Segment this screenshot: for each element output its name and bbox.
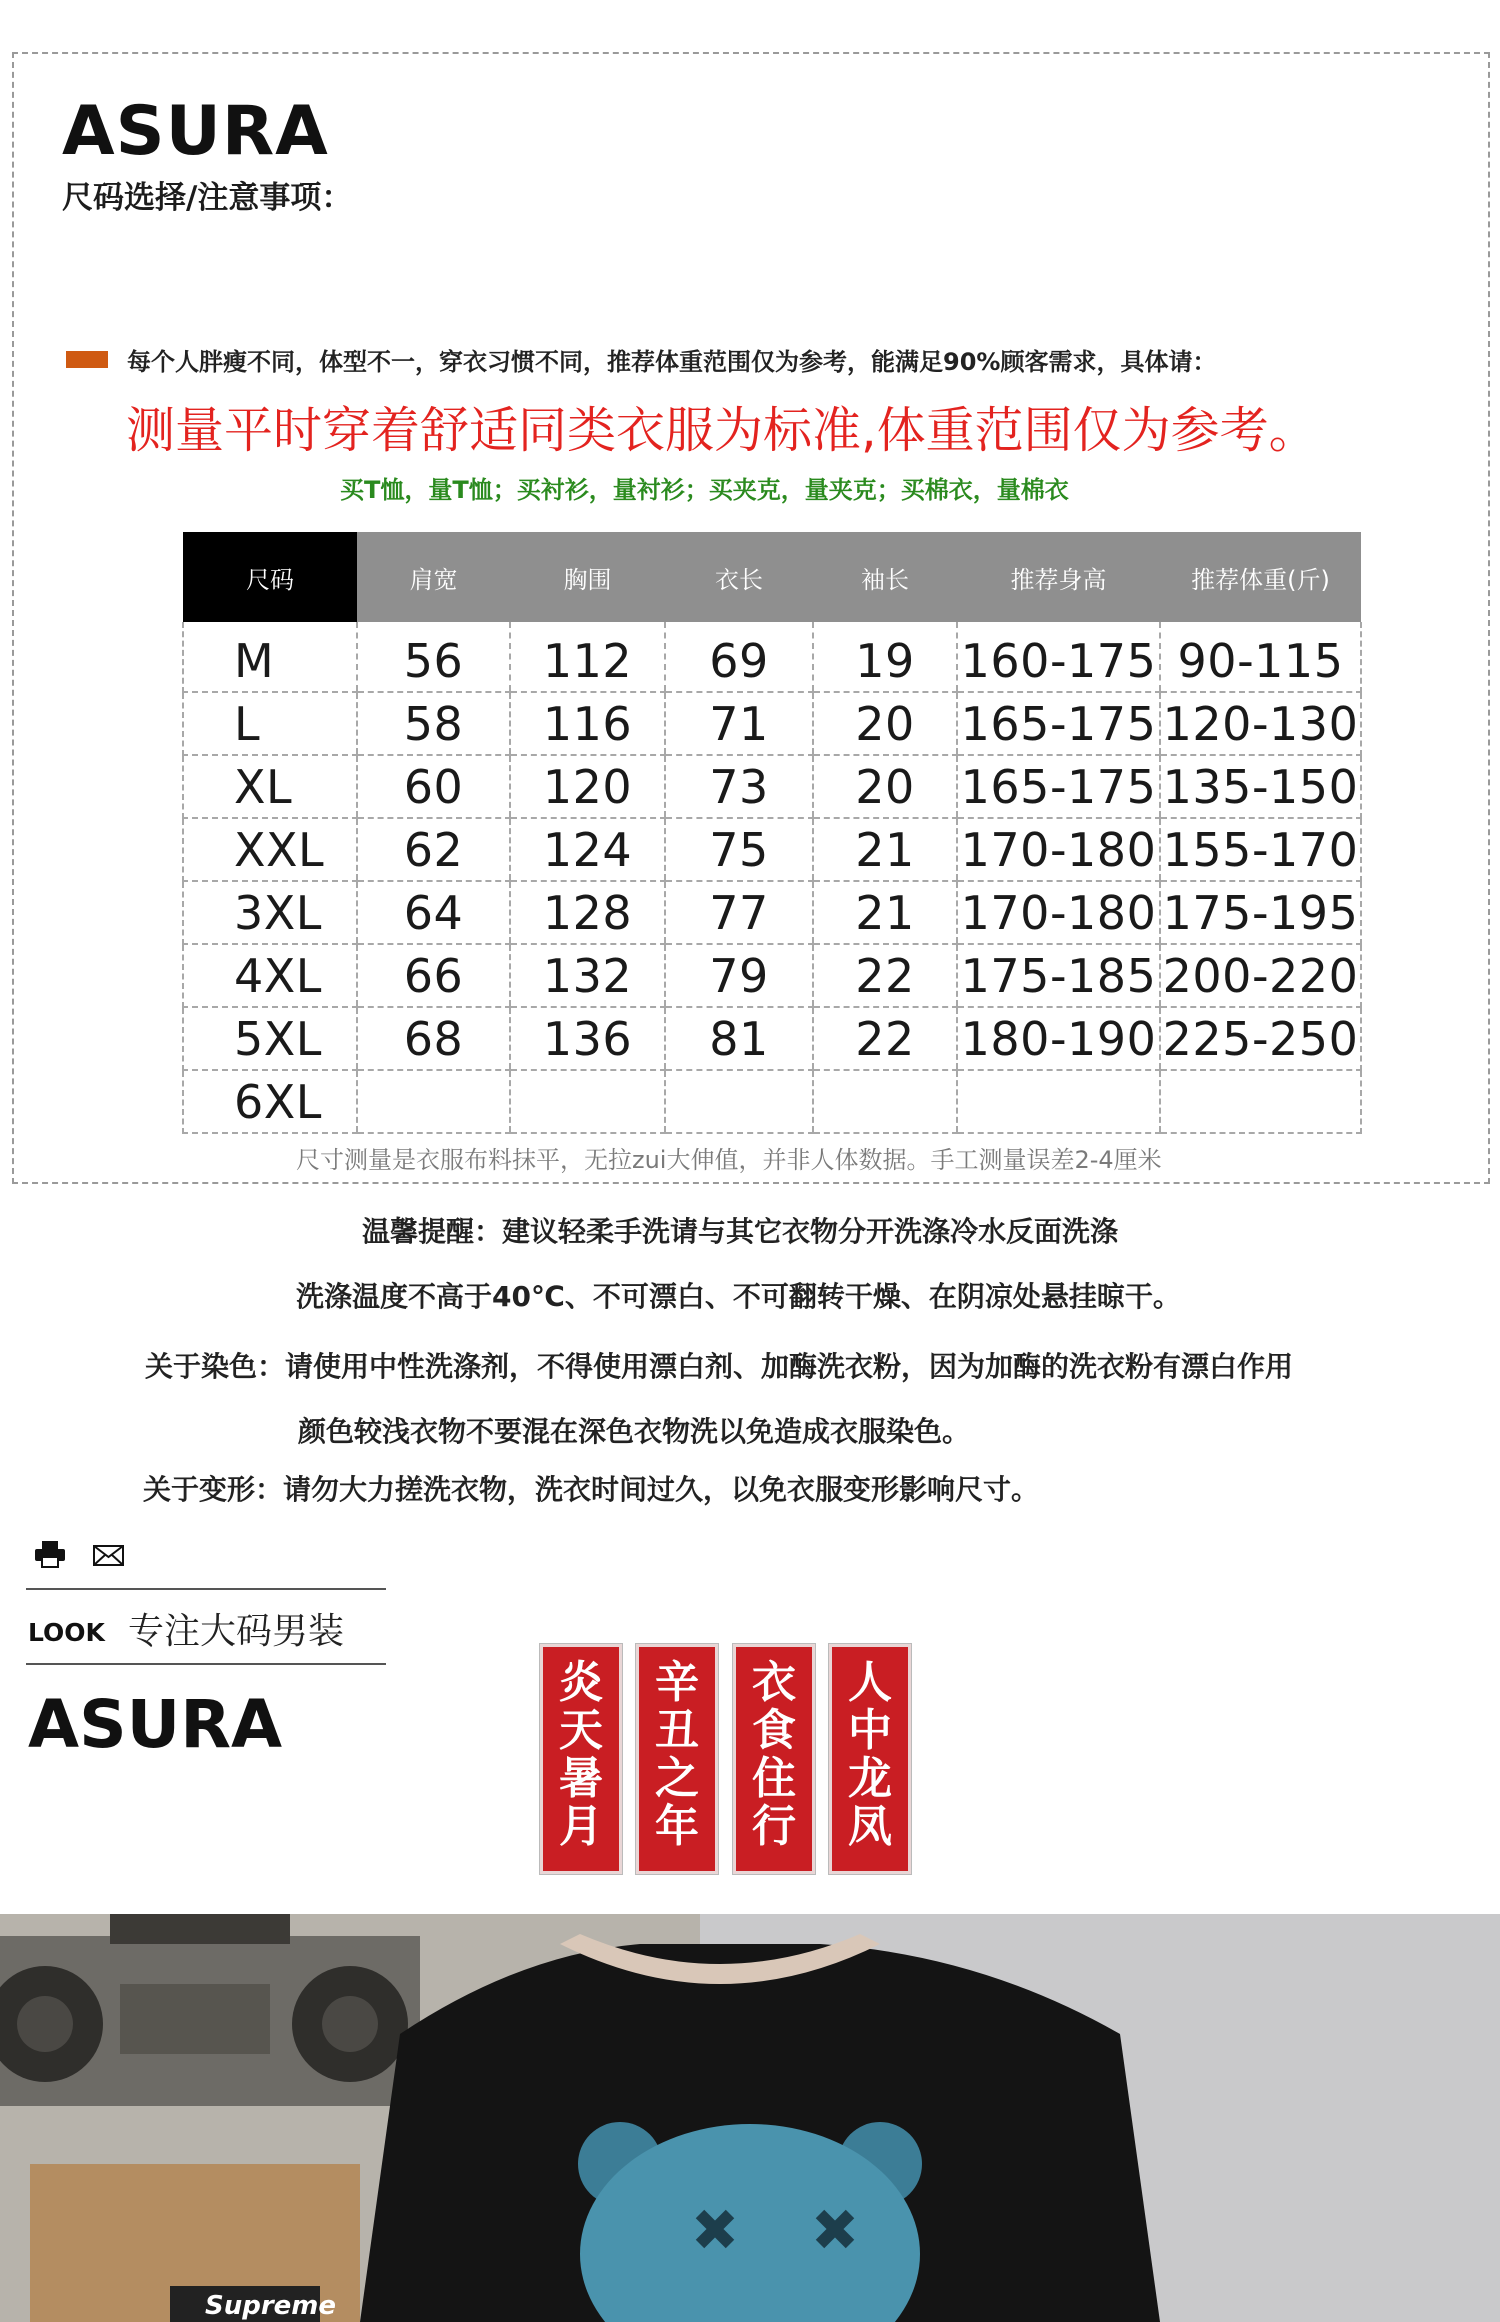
table-cell: 124 [510, 818, 665, 881]
table-cell: 77 [665, 881, 813, 944]
table-cell: 120-130 [1160, 692, 1361, 755]
table-header-cell: 衣长 [665, 532, 813, 622]
table-cell [1160, 1070, 1361, 1133]
size-cell: 5XL [183, 1007, 357, 1070]
table-cell: 22 [813, 944, 957, 1007]
table-cell: 19 [813, 622, 957, 692]
table-header-cell: 推荐体重(斤) [1160, 532, 1361, 622]
brand-logo-bottom: ASURA [28, 1686, 283, 1763]
table-cell: 20 [813, 692, 957, 755]
product-photo [0, 1914, 1500, 2322]
print-icon[interactable] [34, 1540, 66, 1568]
divider [26, 1663, 386, 1665]
care-temperature: 洗涤温度不高于40℃、不可漂白、不可翻转干燥、在阴凉处悬挂晾干。 [296, 1280, 1181, 1313]
table-cell: 71 [665, 692, 813, 755]
size-cell: 4XL [183, 944, 357, 1007]
table-cell: 69 [665, 622, 813, 692]
table-cell: 175-195 [1160, 881, 1361, 944]
section-subtitle: 尺码选择/注意事项： [62, 180, 353, 216]
measure-tip: 买T恤，量T恤；买衬衫，量衬衫；买夹克，量夹克；买棉衣，量棉衣 [340, 476, 1069, 504]
product-photo-illustration [0, 1914, 1500, 2322]
table-cell: 68 [357, 1007, 510, 1070]
table-cell: 136 [510, 1007, 665, 1070]
table-row [183, 1007, 1361, 1070]
table-cell: 66 [357, 944, 510, 1007]
note-bullet [66, 351, 108, 368]
care-reminder: 温馨提醒：建议轻柔手洗请与其它衣物分开洗涤冷水反面洗涤 [362, 1215, 1119, 1248]
brand-logo: ASURA [62, 92, 329, 171]
table-cell [510, 1070, 665, 1133]
table-cell: 170-180 [957, 818, 1160, 881]
table-cell: 116 [510, 692, 665, 755]
slogan-card: 辛 丑 之 年 [636, 1644, 718, 1874]
table-header-cell: 推荐身高 [957, 532, 1160, 622]
size-cell: 6XL [183, 1070, 357, 1133]
table-row [183, 818, 1361, 881]
table-cell: 20 [813, 755, 957, 818]
divider [26, 1588, 386, 1590]
size-cell: 3XL [183, 881, 357, 944]
slogan-card: 人 中 龙 凤 [829, 1644, 911, 1874]
care-dye-cont: 颜色较浅衣物不要混在深色衣物洗以免造成衣服染色。 [298, 1415, 971, 1448]
table-cell: 170-180 [957, 881, 1160, 944]
table-cell: 81 [665, 1007, 813, 1070]
table-cell [813, 1070, 957, 1133]
table-cell: 75 [665, 818, 813, 881]
highlight-text: 测量平时穿着舒适同类衣服为标准,体重范围仅为参考。 [126, 402, 1318, 459]
care-dye: 关于染色：请使用中性洗涤剂，不得使用漂白剂、加酶洗衣粉，因为加酶的洗衣粉有漂白作用 [145, 1350, 1294, 1383]
measure-note: 尺寸测量是衣服布料抹平，无拉zui大伸值，并非人体数据。手工测量误差2-4厘米 [296, 1146, 1162, 1174]
size-cell: L [183, 692, 357, 755]
table-cell: 79 [665, 944, 813, 1007]
size-cell: XL [183, 755, 357, 818]
table-row [183, 881, 1361, 944]
table-cell: 160-175 [957, 622, 1160, 692]
table-cell: 200-220 [1160, 944, 1361, 1007]
look-tagline: 专注大码男装 [128, 1611, 345, 1652]
table-row [183, 944, 1361, 1007]
slogan-card: 衣 食 住 行 [733, 1644, 815, 1874]
table-cell: 73 [665, 755, 813, 818]
care-deform: 关于变形：请勿大力搓洗衣物，洗衣时间过久，以免衣服变形影响尺寸。 [143, 1473, 1040, 1506]
look-label: LOOK [28, 1618, 105, 1647]
size-cell: M [183, 622, 357, 692]
note-text: 每个人胖瘦不同，体型不一，穿衣习惯不同，推荐体重范围仅为参考，能满足90%顾客需求，具体请： [127, 348, 1217, 376]
table-cell: 155-170 [1160, 818, 1361, 881]
table-cell [665, 1070, 813, 1133]
table-cell: 90-115 [1160, 622, 1361, 692]
table-cell: 58 [357, 692, 510, 755]
table-cell: 56 [357, 622, 510, 692]
table-cell: 60 [357, 755, 510, 818]
table-cell: 120 [510, 755, 665, 818]
table-cell: 175-185 [957, 944, 1160, 1007]
table-cell [357, 1070, 510, 1133]
table-cell: 62 [357, 818, 510, 881]
table-cell: 165-175 [957, 692, 1160, 755]
table-row [183, 622, 1361, 692]
table-cell: 22 [813, 1007, 957, 1070]
photo-logo: Supreme [205, 2291, 337, 2321]
mail-icon[interactable] [93, 1545, 124, 1566]
table-cell: 21 [813, 818, 957, 881]
size-cell: XXL [183, 818, 357, 881]
table-header-cell: 袖长 [813, 532, 957, 622]
table-row [183, 755, 1361, 818]
table-cell: 225-250 [1160, 1007, 1361, 1070]
size-table [182, 532, 1360, 1129]
table-cell: 132 [510, 944, 665, 1007]
table-cell: 135-150 [1160, 755, 1361, 818]
table-cell [957, 1070, 1160, 1133]
table-header-row [183, 532, 1361, 622]
table-cell: 165-175 [957, 755, 1160, 818]
table-row [183, 1070, 1361, 1133]
table-header-cell: 肩宽 [357, 532, 510, 622]
table-cell: 128 [510, 881, 665, 944]
table-cell: 112 [510, 622, 665, 692]
table-cell: 180-190 [957, 1007, 1160, 1070]
table-header-cell: 尺码 [183, 532, 357, 622]
table-cell: 21 [813, 881, 957, 944]
slogan-card: 炎 天 暑 月 [540, 1644, 622, 1874]
table-header-cell: 胸围 [510, 532, 665, 622]
table-row [183, 692, 1361, 755]
table-cell: 64 [357, 881, 510, 944]
